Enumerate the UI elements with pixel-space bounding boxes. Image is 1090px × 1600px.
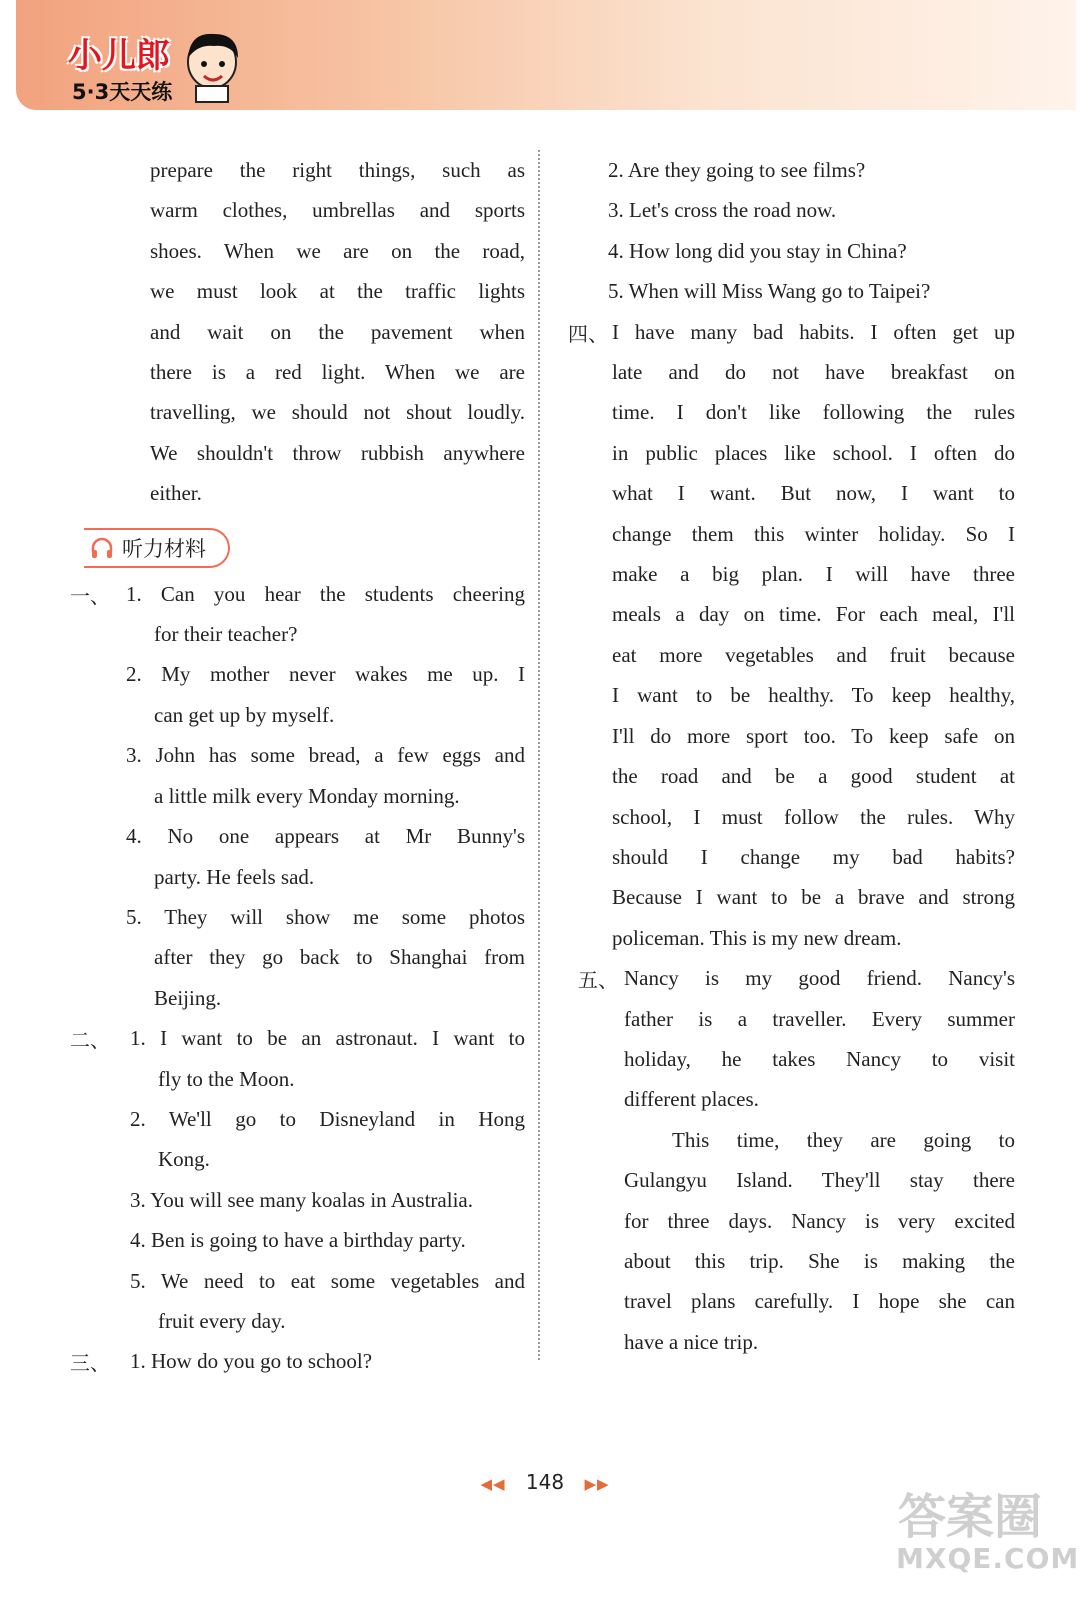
- passage-line: warm clothes, umbrellas and sports: [150, 198, 525, 223]
- watermark-cn: 答案圈: [898, 1489, 1043, 1545]
- item-line: 5. When will Miss Wang go to Taipei?: [608, 279, 931, 304]
- passage-line: I want to be healthy. To keep healthy,: [612, 683, 1015, 708]
- item-line: party. He feels sad.: [154, 864, 315, 889]
- list-item: [70, 1261, 525, 1342]
- section-1-mark: 一、: [70, 583, 110, 608]
- passage-line: Because I want to be a brave and strong: [612, 885, 1015, 910]
- headphone-icon: [90, 536, 114, 560]
- item-line: Kong.: [158, 1147, 210, 1172]
- passage-line: about this trip. She is making the: [624, 1248, 1015, 1273]
- passage-line: We shouldn't throw rubbish anywhere: [150, 440, 525, 465]
- section-4: [570, 312, 1015, 959]
- page-number: 148: [525, 1470, 565, 1494]
- passage-line: holiday, he takes Nancy to visit: [624, 1046, 1015, 1071]
- list-item: [70, 654, 525, 735]
- brand-logo: [62, 28, 242, 108]
- item-line: after they go back to Shanghai from: [154, 945, 525, 970]
- watermark-en: MXQE.COM: [896, 1542, 1080, 1575]
- section-1: [70, 574, 525, 655]
- item-line: 5. We need to eat some vegetables and: [130, 1268, 525, 1293]
- item-line: a little milk every Monday morning.: [154, 783, 460, 808]
- passage-line: time. I don't like following the rules: [612, 400, 1015, 425]
- list-item: [70, 816, 525, 897]
- passage-line: make a big plan. I will have three: [612, 562, 1015, 587]
- item-line: 3. Let's cross the road now.: [608, 198, 837, 223]
- right-arrows-icon: ▶▶: [584, 1475, 610, 1493]
- passage-line: meals a day on time. For each meal, I'll: [612, 602, 1015, 627]
- item-line: fly to the Moon.: [158, 1066, 295, 1091]
- passage-line: policeman. This is my new dream.: [612, 925, 902, 950]
- section-4-mark: 四、: [568, 321, 608, 346]
- passage-line: I'll do more sport too. To keep safe on: [612, 723, 1015, 748]
- item-line: Beijing.: [154, 985, 222, 1010]
- passage-line: what I want. But now, I want to: [612, 481, 1015, 506]
- item-line: 2. Are they going to see films?: [608, 158, 866, 182]
- item-line: 1. Can you hear the students cheering: [126, 581, 525, 606]
- list-item: [126, 574, 525, 655]
- item-line: 4. How long did you stay in China?: [608, 238, 907, 263]
- left-column: [70, 150, 525, 1382]
- section-5: [570, 958, 1015, 1362]
- passage-line: and wait on the pavement when: [150, 319, 525, 344]
- item-line: 2. We'll go to Disneyland in Hong: [130, 1106, 525, 1131]
- passage-line: have a nice trip.: [624, 1329, 759, 1354]
- passage-line: late and do not have breakfast on: [612, 360, 1015, 385]
- passage-line: eat more vegetables and fruit because: [612, 642, 1015, 667]
- item-line: 3. You will see many koalas in Australia.: [130, 1187, 473, 1212]
- list-item: [70, 1099, 525, 1180]
- passage-line: shoes. When we are on the road,: [150, 238, 525, 263]
- section-2-mark: 二、: [70, 1028, 110, 1053]
- passage-line: should I change my bad habits?: [612, 844, 1015, 869]
- list-item: [70, 897, 525, 1018]
- passage-line: for three days. Nancy is very excited: [624, 1208, 1015, 1233]
- brand-subtitle: 5·3天天练: [72, 80, 173, 104]
- passage-line: Nancy is my good friend. Nancy's: [624, 966, 1015, 991]
- passage-line: prepare the right things, such as: [150, 158, 525, 182]
- section-3-continued: [570, 150, 1015, 312]
- passage-line: travel plans carefully. I hope she can: [624, 1289, 1015, 1314]
- passage-line: This time, they are going to: [672, 1127, 1015, 1152]
- watermark: [896, 1478, 1080, 1588]
- section-5-mark: 五、: [578, 968, 618, 993]
- section-2: [70, 1018, 525, 1099]
- item-line: 1. How do you go to school?: [130, 1349, 373, 1374]
- listening-label: 听力材料: [122, 536, 206, 561]
- passage-line: either.: [150, 481, 202, 506]
- item-line: can get up by myself.: [154, 702, 335, 727]
- left-arrows-icon: ◀◀: [480, 1475, 506, 1493]
- passage-line: in public places like school. I often do: [612, 440, 1015, 465]
- item-line: 2. My mother never wakes me up. I: [126, 662, 525, 687]
- list-item: [70, 735, 525, 816]
- passage-line: I have many bad habits. I often get up: [612, 319, 1015, 344]
- right-column: [570, 150, 1015, 1362]
- brand-title: 小儿郎: [68, 36, 170, 76]
- passage-line: there is a red light. When we are: [150, 360, 525, 385]
- item-line: 1. I want to be an astronaut. I want to: [130, 1026, 525, 1051]
- passage-line: father is a traveller. Every summer: [624, 1006, 1015, 1031]
- passage-line: we must look at the traffic lights: [150, 279, 525, 304]
- list-item: [70, 1180, 525, 1220]
- continued-passage: [70, 150, 525, 514]
- item-line: 5. They will show me some photos: [126, 904, 525, 929]
- item-line: 4. No one appears at Mr Bunny's: [126, 824, 525, 849]
- passage-line: change them this winter holiday. So I: [612, 521, 1015, 546]
- list-item: [70, 1220, 525, 1260]
- passage-line: school, I must follow the rules. Why: [612, 804, 1015, 829]
- item-line: fruit every day.: [158, 1308, 286, 1333]
- item-line: 4. Ben is going to have a birthday party.: [130, 1228, 466, 1253]
- column-divider: [538, 150, 540, 1360]
- listening-material-tag: [84, 528, 230, 568]
- item-line: for their teacher?: [154, 622, 298, 647]
- passage-line: the road and be a good student at: [612, 764, 1015, 789]
- passage-line: Gulangyu Island. They'll stay there: [624, 1168, 1015, 1193]
- section-3-mark: 三、: [70, 1351, 110, 1376]
- section-3: [70, 1341, 525, 1381]
- passage-line: different places.: [624, 1087, 759, 1112]
- mascot-boy-icon: [180, 28, 244, 104]
- passage-line: travelling, we should not shout loudly.: [150, 400, 525, 425]
- item-line: 3. John has some bread, a few eggs and: [126, 743, 525, 768]
